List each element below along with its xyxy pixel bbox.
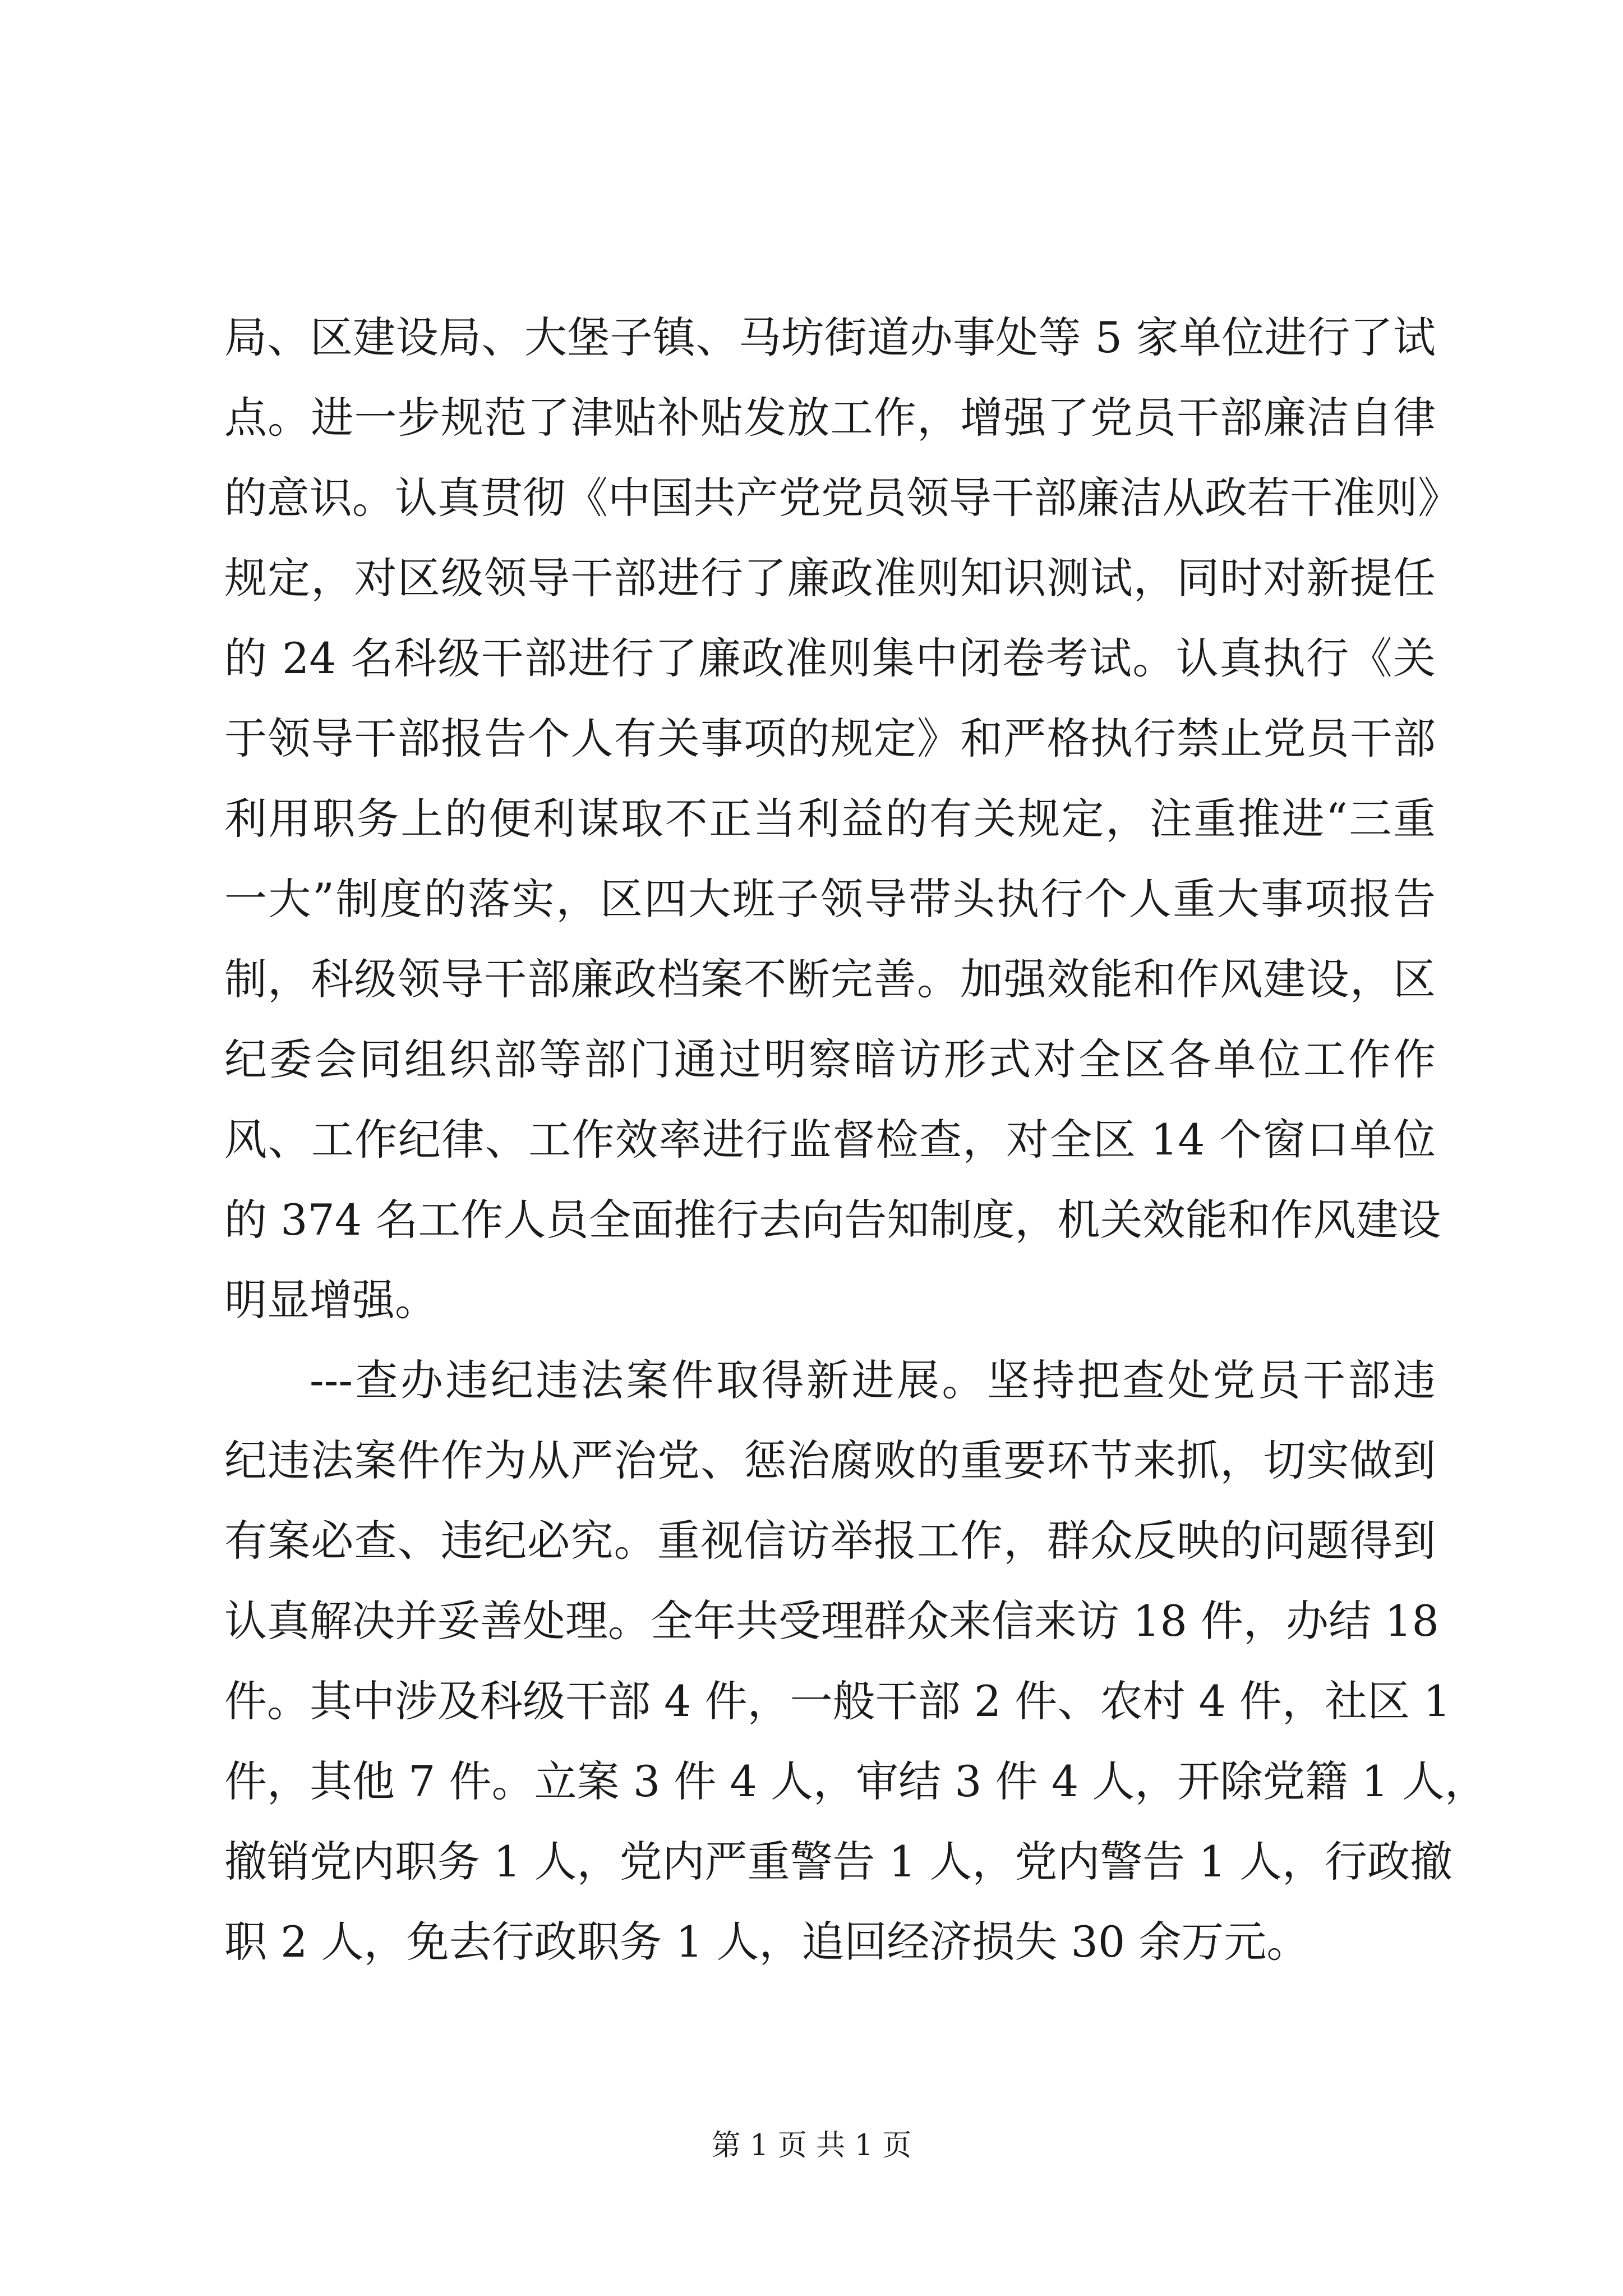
page-number-footer: 第 1 页 共 1 页 bbox=[711, 2129, 912, 2162]
text-line: 点。进一步规范了津贴补贴发放工作，增强了党员干部廉洁自律 bbox=[224, 393, 1436, 443]
text-line: 职 2 人，免去行政职务 1 人，追回经济损失 30 余万元。 bbox=[224, 1917, 1310, 1967]
text-line: 明显增强。 bbox=[224, 1275, 437, 1325]
text-line: 纪委会同组织部等部门通过明察暗访形式对全区各单位工作作 bbox=[224, 1034, 1436, 1084]
text-line: 纪违法案件作为从严治党、惩治腐败的重要环节来抓，切实做到 bbox=[224, 1435, 1436, 1485]
text-line: 件，其他 7 件。立案 3 件 4 人，审结 3 件 4 人，开除党籍 1 人， bbox=[224, 1756, 1488, 1806]
body-text bbox=[224, 297, 1488, 1982]
text-line: 的 24 名科级干部进行了廉政准则集中闭卷考试。认真执行《关 bbox=[224, 633, 1436, 683]
text-line: 一大”制度的落实，区四大班子领导带头执行个人重大事项报告 bbox=[224, 874, 1436, 924]
text-line: 规定，对区级领导干部进行了廉政准则知识测试，同时对新提任 bbox=[224, 553, 1436, 603]
text-line: 利用职务上的便利谋取不正当利益的有关规定，注重推进“三重 bbox=[224, 794, 1436, 844]
text-line: 的 374 名工作人员全面推行去向告知制度，机关效能和作风建设 bbox=[224, 1195, 1441, 1245]
text-line: 认真解决并妥善处理。全年共受理群众来信来访 18 件，办结 18 bbox=[224, 1596, 1439, 1646]
text-line: 件。其中涉及科级干部 4 件，一般干部 2 件、农村 4 件，社区 1 bbox=[224, 1676, 1451, 1726]
text-line: 局、区建设局、大堡子镇、马坊街道办事处等 5 家单位进行了试 bbox=[224, 312, 1436, 362]
text-line: 有案必查、违纪必究。重视信访举报工作，群众反映的问题得到 bbox=[224, 1516, 1436, 1566]
text-line: 于领导干部报告个人有关事项的规定》和严格执行禁止党员干部 bbox=[224, 714, 1436, 763]
text-line: 风、工作纪律、工作效率进行监督检查，对全区 14 个窗口单位 bbox=[224, 1115, 1436, 1165]
text-line: 制，科级领导干部廉政档案不断完善。加强效能和作风建设，区 bbox=[224, 954, 1436, 1004]
text-line: ---查办违纪违法案件取得新进展。坚持把查处党员干部违 bbox=[310, 1355, 1436, 1405]
text-line: 的意识。认真贯彻《中国共产党党员领导干部廉洁从政若干准则》 bbox=[224, 473, 1460, 523]
text-line: 撤销党内职务 1 人，党内严重警告 1 人，党内警告 1 人，行政撤 bbox=[224, 1837, 1453, 1887]
